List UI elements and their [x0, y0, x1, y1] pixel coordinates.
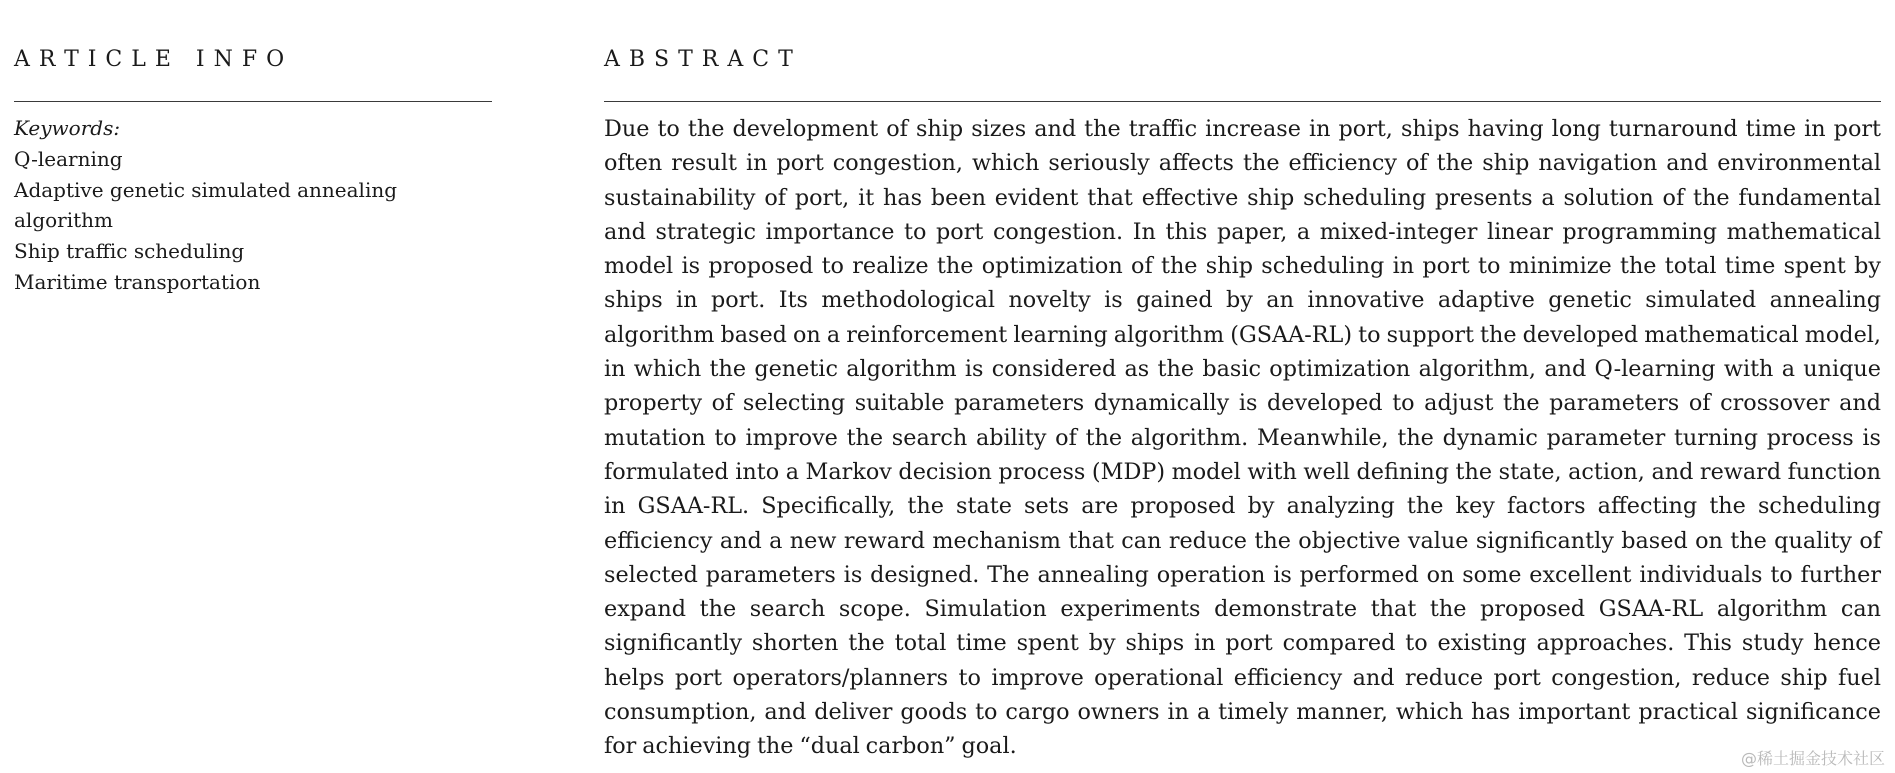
keyword-item: Q-learning [14, 146, 123, 171]
abstract-heading: ABSTRACT [604, 47, 802, 72]
article-info-heading: ARTICLE INFO [14, 47, 294, 72]
abstract-divider [604, 101, 1881, 102]
keyword-item: Ship traffic scheduling [14, 239, 245, 264]
keywords-label: Keywords: [14, 116, 121, 140]
keywords-block [14, 113, 492, 298]
keyword-list [14, 144, 492, 298]
abstract-body: Due to the development of ship sizes and the traffic increase in port, ships having long turnaround time in port often result in port congestion, which seriously affects the efficiency of the ship navigation and environmental sustainability of port, it has been evident that effective ship scheduling presents a solution of the fundamental and strategic importance to port congestion. In this paper, a mixed-integer linear programming mathematical model is proposed to realize the optimization of the ship scheduling in port to minimize the total time spent by ships in port. Its methodological novelty is gained by an innovative adaptive genetic simulated annealing algorithm based on a reinforcement learning algorithm (GSAA-RL) to support the developed mathematical model, in which the genetic algorithm is considered as the basic optimization algorithm, and Q-learning with a unique property of selecting suitable parameters dynamically is developed to adjust the parameters of crossover and mutation to improve the search ability of the algorithm. Meanwhile, the dynamic parameter turning process is formulated into a Markov decision process (MDP) model with well defining the state, action, and reward function in GSAA-RL. Specifically, the state sets are proposed by analyzing the key factors affecting the scheduling efficiency and a new reward mechanism that can reduce the objective value significantly based on the quality of selected parameters is designed. The annealing operation is performed on some excellent individuals to further expand the search scope. Simulation experiments demonstrate that the proposed GSAA-RL algorithm can significantly shorten the total time spent by ships in port compared to existing approaches. This study hence helps port operators/planners to improve operational efficiency and reduce port congestion, reduce ship fuel consumption, and deliver goods to cargo owners in a timely manner, which has important practical significance for achieving the “dual carbon” goal. [604, 116, 1881, 760]
keyword-item: Adaptive genetic simulated annealing algorithm [14, 177, 398, 233]
keyword-item: Maritime transportation [14, 269, 261, 294]
article-info-divider [14, 101, 492, 102]
watermark: @稀土掘金技术社区 [1740, 749, 1885, 768]
